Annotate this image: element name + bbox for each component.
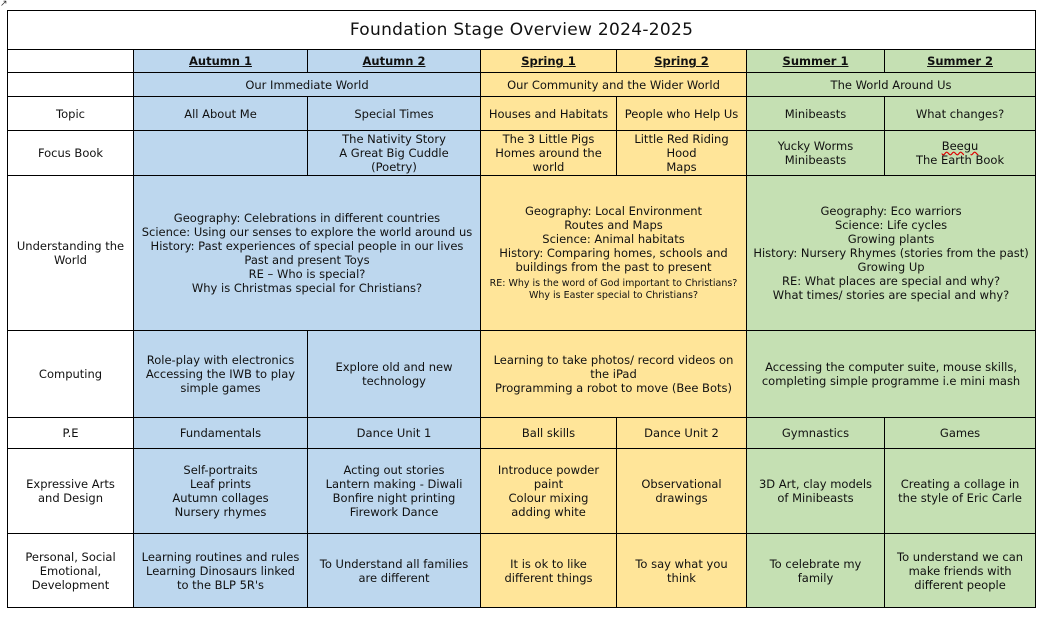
ead-spring-2 bbox=[617, 449, 747, 534]
ead-line: Lantern making - Diwali bbox=[325, 477, 463, 491]
computing-spring bbox=[481, 331, 747, 418]
ead-line: Autumn collages bbox=[172, 491, 269, 505]
psed-summer-1 bbox=[747, 534, 885, 608]
focus-book-line: The Nativity Story bbox=[342, 132, 446, 146]
column-header-autumn-1: Autumn 1 bbox=[134, 50, 308, 73]
focus-book-line: Maps bbox=[666, 160, 697, 174]
focus-book-line: Little Red Riding Hood bbox=[634, 132, 729, 160]
ead-line: Self-portraits bbox=[183, 463, 258, 477]
utw-line: Growing Up bbox=[857, 260, 925, 274]
computing-line: Programming a robot to move (Bee Bots) bbox=[495, 381, 732, 395]
utw-summer bbox=[747, 176, 1036, 331]
pe-spring-2: Dance Unit 2 bbox=[617, 418, 747, 449]
utw-line: Geography: Eco warriors bbox=[820, 204, 962, 218]
ead-line: Creating a collage in the style of Eric Carle bbox=[898, 477, 1022, 505]
ead-summer-1 bbox=[747, 449, 885, 534]
ead-line: Bonfire night printing bbox=[332, 491, 456, 505]
topic-spring-2: People who Help Us bbox=[617, 97, 747, 131]
computing-line: Explore old and new technology bbox=[335, 360, 453, 388]
computing-line: Accessing the IWB to play simple games bbox=[145, 367, 296, 395]
row-label-focus-book: Focus Book bbox=[8, 131, 134, 176]
focus-book-line: (Poetry) bbox=[371, 160, 417, 174]
utw-re-line: Why is Easter special to Christians? bbox=[528, 290, 698, 301]
psed-line: It is ok to like different things bbox=[504, 556, 593, 585]
ead-spring-1 bbox=[481, 449, 617, 534]
focus-book-summer-1 bbox=[747, 131, 885, 176]
ead-line: Nursery rhymes bbox=[174, 505, 267, 519]
pe-autumn-2: Dance Unit 1 bbox=[308, 418, 481, 449]
utw-line: Geography: Celebrations in different countries bbox=[173, 211, 441, 225]
utw-line: RE – Who is special? bbox=[248, 267, 366, 281]
column-header-autumn-2: Autumn 2 bbox=[308, 50, 481, 73]
ead-line: Acting out stories bbox=[343, 463, 445, 477]
ead-autumn-2 bbox=[308, 449, 481, 534]
ead-line: 3D Art, clay models of Minibeasts bbox=[758, 477, 873, 505]
topic-autumn-2: Special Times bbox=[308, 97, 481, 131]
focus-book-line: The 3 Little Pigs bbox=[502, 132, 595, 146]
utw-line: Growing plants bbox=[847, 232, 935, 246]
utw-re-line: RE: Why is the word of God important to Christians? bbox=[489, 278, 738, 289]
topic-summer-2: What changes? bbox=[885, 97, 1036, 131]
ead-line: Leaf prints bbox=[189, 477, 252, 491]
psed-line: Learning routines and rules bbox=[141, 549, 300, 564]
row-label-psed: Personal, Social Emotional, Development bbox=[8, 534, 134, 608]
theme-label-cell bbox=[8, 73, 134, 97]
focus-book-line: Yucky Worms bbox=[777, 139, 854, 153]
column-header-summer-1: Summer 1 bbox=[747, 50, 885, 73]
utw-line: Science: Life cycles bbox=[834, 218, 948, 232]
focus-book-line: Minibeasts bbox=[784, 153, 847, 167]
ead-autumn-1 bbox=[134, 449, 308, 534]
column-header-spring-1: Spring 1 bbox=[481, 50, 617, 73]
psed-spring-2 bbox=[617, 534, 747, 608]
column-header-spring-2: Spring 2 bbox=[617, 50, 747, 73]
focus-book-spring-2 bbox=[617, 131, 747, 176]
computing-line: Learning to take photos/ record videos on the iPad bbox=[493, 353, 734, 381]
utw-line: History: Past experiences of special people in our lives bbox=[150, 239, 464, 253]
psed-line: To understand we can make friends with different people bbox=[897, 549, 1024, 592]
header-corner-cell bbox=[8, 50, 134, 73]
topic-spring-1: Houses and Habitats bbox=[481, 97, 617, 131]
utw-line: Science: Animal habitats bbox=[542, 232, 685, 246]
ead-line: Firework Dance bbox=[349, 505, 439, 519]
psed-summer-2 bbox=[885, 534, 1036, 608]
computing-autumn-1 bbox=[134, 331, 308, 418]
utw-line: Geography: Local Environment bbox=[524, 204, 703, 218]
topic-summer-1: Minibeasts bbox=[747, 97, 885, 131]
focus-book-line: The Earth Book bbox=[915, 153, 1005, 167]
psed-spring-1 bbox=[481, 534, 617, 608]
utw-line: What times/ stories are special and why? bbox=[772, 288, 1010, 302]
ead-line: Introduce powder paint bbox=[497, 463, 600, 491]
row-label-expressive-arts: Expressive Arts and Design bbox=[8, 449, 134, 534]
row-label-pe: P.E bbox=[8, 418, 134, 449]
utw-line: Routes and Maps bbox=[564, 218, 663, 232]
utw-line: History: Nursery Rhymes (stories from the past) bbox=[753, 246, 1029, 260]
row-label-topic: Topic bbox=[8, 97, 134, 131]
pe-spring-1: Ball skills bbox=[481, 418, 617, 449]
overview-table bbox=[7, 10, 1036, 608]
utw-autumn bbox=[134, 176, 481, 331]
utw-line: Past and present Toys bbox=[244, 253, 370, 267]
focus-book-spring-1 bbox=[481, 131, 617, 176]
ead-line: Colour mixing adding white bbox=[508, 491, 589, 519]
computing-summer bbox=[747, 331, 1036, 418]
focus-book-line: Homes around the world bbox=[495, 146, 602, 174]
utw-line: Why is Christmas special for Christians? bbox=[191, 281, 423, 295]
theme-autumn: Our Immediate World bbox=[134, 73, 481, 97]
utw-line: RE: What places are special and why? bbox=[781, 274, 1001, 288]
ead-summer-2 bbox=[885, 449, 1036, 534]
psed-line: To Understand all families are different bbox=[319, 556, 469, 585]
theme-summer: The World Around Us bbox=[747, 73, 1036, 97]
column-header-summer-2: Summer 2 bbox=[885, 50, 1036, 73]
pe-autumn-1: Fundamentals bbox=[134, 418, 308, 449]
utw-spring bbox=[481, 176, 747, 331]
pe-summer-1: Gymnastics bbox=[747, 418, 885, 449]
row-label-computing: Computing bbox=[8, 331, 134, 418]
page-title: Foundation Stage Overview 2024-2025 bbox=[8, 11, 1036, 50]
focus-book-line: Beegu bbox=[941, 139, 979, 153]
psed-line: To say what you think bbox=[635, 556, 728, 585]
computing-line: Role-play with electronics bbox=[146, 353, 295, 367]
utw-line: Science: Using our senses to explore the world around us bbox=[141, 225, 473, 239]
ead-line: Observational drawings bbox=[641, 477, 722, 505]
psed-autumn-2 bbox=[308, 534, 481, 608]
focus-book-autumn-1 bbox=[134, 131, 308, 176]
focus-book-autumn-2 bbox=[308, 131, 481, 176]
computing-autumn-2 bbox=[308, 331, 481, 418]
psed-line: Learning Dinosaurs linked to the BLP 5R's bbox=[146, 563, 295, 592]
psed-autumn-1 bbox=[134, 534, 308, 608]
psed-line: To celebrate my family bbox=[769, 556, 862, 585]
theme-spring: Our Community and the Wider World bbox=[481, 73, 747, 97]
row-label-understanding-the-world: Understanding the World bbox=[8, 176, 134, 331]
focus-book-summer-2 bbox=[885, 131, 1036, 176]
focus-book-line: A Great Big Cuddle bbox=[339, 146, 449, 160]
utw-line: History: Comparing homes, schools and buildings from the past to present bbox=[499, 246, 728, 274]
corner-arrow-icon: ↗ bbox=[0, 0, 8, 9]
topic-autumn-1: All About Me bbox=[134, 97, 308, 131]
computing-line: Accessing the computer suite, mouse skills, completing simple programme i.e mini mash bbox=[761, 360, 1021, 388]
pe-summer-2: Games bbox=[885, 418, 1036, 449]
